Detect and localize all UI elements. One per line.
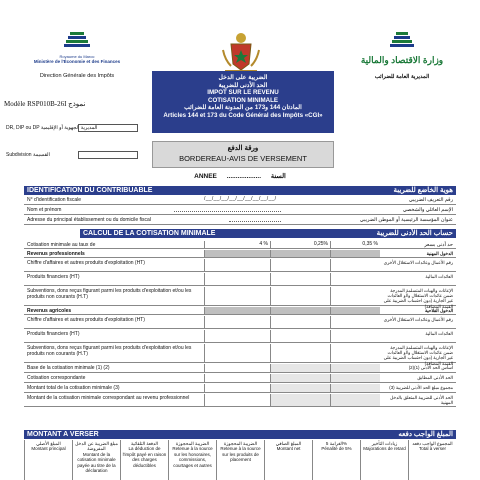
subdivision-label: Subdivision القسيمة bbox=[6, 152, 50, 158]
calc-amount-cell[interactable] bbox=[270, 344, 330, 362]
form-title-box bbox=[152, 71, 334, 133]
calc-amount-cell[interactable] bbox=[204, 374, 270, 382]
ident-label-fr: Nom et prénom bbox=[27, 206, 62, 213]
calc-amount-cell[interactable] bbox=[204, 316, 270, 328]
payment-column-label-ar: المبلغ الصافي bbox=[275, 441, 302, 446]
calc-amount-cell[interactable] bbox=[270, 273, 330, 285]
calc-row bbox=[24, 344, 456, 366]
calc-amount-cell[interactable] bbox=[330, 287, 380, 305]
ident-row-name bbox=[24, 206, 456, 215]
title-line-2: الحد الأدنى للضريبة bbox=[218, 81, 268, 89]
subdivision-field[interactable] bbox=[78, 151, 138, 159]
calc-label-ar: العائدات المالية bbox=[425, 330, 453, 336]
payment-column-label-fr: Montant principal bbox=[31, 446, 66, 452]
title-line-1: الضريبة على الدخل bbox=[218, 74, 268, 81]
calc-amount-cell bbox=[330, 250, 380, 257]
calc-amount-cell[interactable] bbox=[330, 384, 380, 392]
address-field[interactable] bbox=[229, 217, 281, 222]
payment-title-ar: المبلغ الواجب دفعه bbox=[398, 431, 453, 438]
payment-column-label-fr: Retenue à la source sur les honoraires, commissions, courtages et autres bbox=[172, 446, 213, 468]
calc-label-ar: الدخول المهنية bbox=[426, 250, 453, 256]
payment-column-label-ar: الغرامة 5% bbox=[325, 441, 348, 446]
payment-title-fr: MONTANT A VERSER bbox=[27, 431, 99, 438]
payment-column[interactable] bbox=[120, 440, 168, 480]
rate-4-cell: 4 % bbox=[204, 241, 270, 248]
calc-label-fr: Montant total de la cotisation minimale (3) bbox=[27, 384, 120, 391]
calc-amount-cell[interactable] bbox=[270, 384, 330, 392]
payment-column-label-fr: Pénalité de 5% bbox=[321, 446, 352, 452]
royal-emblem-icon bbox=[219, 30, 263, 74]
calc-label-fr: Chiffre d'affaires et autres produits d'exploitation (HT) bbox=[27, 259, 145, 266]
calc-label-ar: الحد الأدنى للضريبة المتعلق بالدخل المهنية bbox=[390, 394, 453, 405]
calc-amount-cell[interactable] bbox=[204, 287, 270, 305]
payment-column[interactable] bbox=[72, 440, 120, 480]
ident-label-ar: عنوان المؤسسة الرئيسية أو الموطن الضريبي bbox=[359, 216, 453, 223]
calc-label-fr: Chiffre d'affaires et autres produits d'exploitation (HT) bbox=[27, 316, 145, 323]
rate-025-cell: 0,25% bbox=[270, 241, 330, 248]
calc-amount-cell[interactable] bbox=[204, 344, 270, 362]
calc-label-ar: مجموع مبلغ الحد الأدنى للضريبة (3) bbox=[389, 384, 453, 390]
calc-label-ar: رقم الأعمال وعائدات الاستغلال الأخرى bbox=[383, 259, 453, 265]
title-line-5: المادتان 144 و173 من المدونة العامة للضرائب bbox=[184, 104, 302, 112]
rate-row bbox=[24, 241, 456, 249]
calc-amount-cell[interactable] bbox=[204, 259, 270, 271]
ident-label-fr: Adresse du principal établissement ou du domicile fiscal bbox=[27, 216, 151, 223]
payment-column-label-fr: Majorations de retard bbox=[363, 446, 406, 452]
header-right bbox=[342, 30, 462, 80]
slip-title-box bbox=[152, 141, 334, 168]
ministry-label: Ministère de l'Économie et des Finances bbox=[33, 59, 121, 64]
calc-row bbox=[24, 259, 456, 272]
identification-section-bar bbox=[24, 186, 456, 195]
dr-label: DR, DIP ou DP المديرية الجهوية أو الإقليمية bbox=[6, 125, 98, 131]
model-number: Modèle RSP010B-26I نموذج bbox=[4, 100, 86, 108]
payment-column-label-fr: Montant net bbox=[276, 446, 301, 452]
calc-amount-cell[interactable] bbox=[204, 330, 270, 342]
calc-label-fr: Revenus professionnels bbox=[27, 250, 85, 257]
ident-label-ar: الإسم العائلي والشخصي bbox=[402, 206, 453, 213]
calc-amount-cell[interactable] bbox=[204, 364, 270, 372]
identification-title-fr: IDENTIFICATION DU CONTRIBUABLE bbox=[27, 187, 153, 194]
calc-label-ar: الإعانات والهبات المتسلمة المدرجة ضمن عائدات الاستغلال و/أو العائدات غير الجارية (دون احتساب الضريبة على القيمة المضافة) bbox=[383, 287, 453, 309]
payment-columns bbox=[24, 440, 456, 480]
rate-label-fr: Cotisation minimale au taux de bbox=[27, 241, 96, 248]
calc-amount-cell[interactable] bbox=[330, 330, 380, 342]
calc-label-ar: العائدات المالية bbox=[425, 273, 453, 279]
calc-label-fr: Produits financiers (HT) bbox=[27, 330, 80, 337]
calc-row bbox=[24, 273, 456, 286]
title-line-3: IMPOT SUR LE REVENU bbox=[207, 89, 279, 97]
calc-amount-cell[interactable] bbox=[270, 364, 330, 372]
fiscal-id-field[interactable]: /__/__/__/__/__/__/__/__/__/ bbox=[204, 196, 277, 202]
calc-amount-cell[interactable] bbox=[270, 287, 330, 305]
calc-row bbox=[24, 364, 456, 373]
calc-amount-cell[interactable] bbox=[330, 374, 380, 382]
payment-column-label-ar: مبلغ الضريبة عن الدخل المفروضة bbox=[75, 441, 118, 452]
payment-section-bar bbox=[24, 430, 456, 439]
dgi-label: Direction Générale des Impôts bbox=[39, 73, 115, 79]
calc-label-ar: الدخول الفلاحية bbox=[424, 307, 453, 313]
calc-amount-cell[interactable] bbox=[330, 344, 380, 362]
calc-amount-cell[interactable] bbox=[204, 384, 270, 392]
direction-ar-label: المديرية العامة للضرائب bbox=[374, 74, 430, 80]
calc-label-fr: Subventions, dons reçus figurant parmi les produits d'exploitation et/ou les produits non courants (H.T) bbox=[27, 287, 192, 300]
payment-column-label-fr: Montant de la cotisation minimale payée au titre de la déclaration bbox=[77, 451, 116, 474]
calc-amount-cell[interactable] bbox=[270, 316, 330, 328]
calc-amount-cell[interactable] bbox=[330, 394, 380, 406]
payment-column-label-ar: الدفعة التلقائية bbox=[130, 441, 159, 446]
calc-amount-cell[interactable] bbox=[330, 273, 380, 285]
ident-label-ar: رقم التعريف الضريبي bbox=[408, 196, 453, 203]
calculation-section-bar bbox=[80, 229, 456, 238]
slip-title-fr: BORDEREAU-AVIS DE VERSEMENT bbox=[179, 154, 307, 163]
year-field[interactable]: ................... bbox=[226, 173, 262, 180]
calc-amount-cell bbox=[204, 250, 270, 257]
calc-label-fr: Montant de la cotisation minimale correspondant au revenu professionnel bbox=[27, 394, 190, 401]
payment-column-label-ar: المبلغ الأصلي bbox=[36, 441, 61, 446]
calc-amount-cell[interactable] bbox=[330, 364, 380, 372]
calc-label-ar: أساس الحد الأدنى (1)(2) bbox=[408, 364, 453, 370]
payment-column[interactable] bbox=[312, 440, 360, 480]
calculation-title-ar: حساب الحد الأدنى للضريبة bbox=[376, 230, 453, 237]
calc-amount-cell[interactable] bbox=[270, 330, 330, 342]
title-line-6: Articles 144 et 173 du Code Général des Impôts «CGI» bbox=[163, 111, 323, 119]
slip-title-ar: ورقة الدفع bbox=[227, 145, 259, 152]
calc-label-fr: Produits financiers (HT) bbox=[27, 273, 80, 280]
payment-column[interactable] bbox=[216, 440, 264, 480]
calc-label-ar: الإعانات والهبات المتسلمة المدرجة ضمن عائدات الاستغلال و/أو العائدات غير الجارية (دون احتساب الضريبة على القيمة المضافة) bbox=[383, 344, 453, 366]
year-label-fr: ANNEE bbox=[194, 173, 217, 180]
ministry-ar-label: وزارة الاقتصاد والمالية bbox=[360, 55, 444, 65]
calc-amount-cell[interactable] bbox=[270, 394, 330, 406]
calc-label-ar: رقم الأعمال وعائدات الاستغلال الأخرى bbox=[383, 316, 453, 322]
payment-column-label-fr: Retenue à la source sur les produits de placement bbox=[220, 446, 261, 463]
header-left bbox=[2, 30, 152, 79]
ident-row-if bbox=[24, 196, 456, 205]
calc-amount-cell[interactable] bbox=[330, 316, 380, 328]
identification-title-ar: هوية الخاضع للضريبة bbox=[393, 187, 453, 194]
calc-label-fr: Subventions, dons reçus figurant parmi les produits d'exploitation et/ou les produits non courants (H.T) bbox=[27, 344, 192, 357]
calc-row bbox=[24, 394, 456, 407]
year-label-ar: السنة bbox=[270, 173, 286, 180]
name-field[interactable] bbox=[174, 207, 281, 212]
calculation-title-fr: CALCUL DE LA COTISATION MINIMALE bbox=[83, 230, 216, 237]
kingdom-label: Royaume du Maroc bbox=[59, 54, 95, 59]
payment-column[interactable] bbox=[24, 440, 72, 480]
calc-amount-cell bbox=[270, 307, 330, 314]
calc-amount-cell[interactable] bbox=[330, 259, 380, 271]
calc-label-fr: Cotisation correspondante bbox=[27, 374, 86, 381]
calc-label-fr: Revenus agricoles bbox=[27, 307, 72, 314]
rate-035-cell: 0,35 % bbox=[330, 241, 380, 248]
title-line-4: COTISATION MINIMALE bbox=[207, 96, 278, 104]
payment-column[interactable] bbox=[264, 440, 312, 480]
ministry-logo-icon bbox=[62, 30, 92, 52]
payment-column-label-ar: الضريبة المحجوزة bbox=[223, 441, 258, 446]
calc-amount-cell bbox=[270, 250, 330, 257]
ministry-ar-logo-icon bbox=[390, 30, 414, 50]
ident-row-address bbox=[24, 216, 456, 225]
calc-amount-cell bbox=[330, 307, 380, 314]
payment-column-label-ar: الضريبة المحجوزة bbox=[175, 441, 210, 446]
payment-column-label-ar: زيادات التأخير bbox=[371, 441, 398, 446]
calc-amount-cell[interactable] bbox=[204, 273, 270, 285]
calc-row bbox=[24, 307, 456, 315]
calc-amount-cell[interactable] bbox=[270, 374, 330, 382]
dr-field[interactable] bbox=[78, 124, 138, 132]
calc-row bbox=[24, 330, 456, 343]
calc-row bbox=[24, 384, 456, 393]
ident-label-fr: N° d'identification fiscale bbox=[27, 196, 82, 203]
calc-label-fr: Base de la cotisation minimale (1) (2) bbox=[27, 364, 110, 371]
calc-amount-cell bbox=[204, 307, 270, 314]
year-line bbox=[0, 172, 480, 180]
rate-label-ar: حد أدنى بسعر bbox=[424, 241, 453, 248]
calc-amount-cell[interactable] bbox=[204, 394, 270, 406]
calc-row bbox=[24, 287, 456, 309]
calc-amount-cell[interactable] bbox=[270, 259, 330, 271]
payment-column[interactable] bbox=[168, 440, 216, 480]
payment-column-label-fr: La déduction de l'impôt payé en raison des charges déductibles bbox=[122, 446, 167, 468]
payment-column-label-ar: المجموع الواجب دفعه bbox=[412, 441, 453, 446]
calc-row bbox=[24, 250, 456, 258]
payment-column[interactable] bbox=[408, 440, 456, 480]
calc-row bbox=[24, 316, 456, 329]
calc-label-ar: الحد الأدنى المطابق bbox=[417, 374, 453, 380]
calc-row bbox=[24, 374, 456, 383]
payment-column-label-fr: Total à verser bbox=[418, 446, 446, 452]
payment-column[interactable] bbox=[360, 440, 408, 480]
